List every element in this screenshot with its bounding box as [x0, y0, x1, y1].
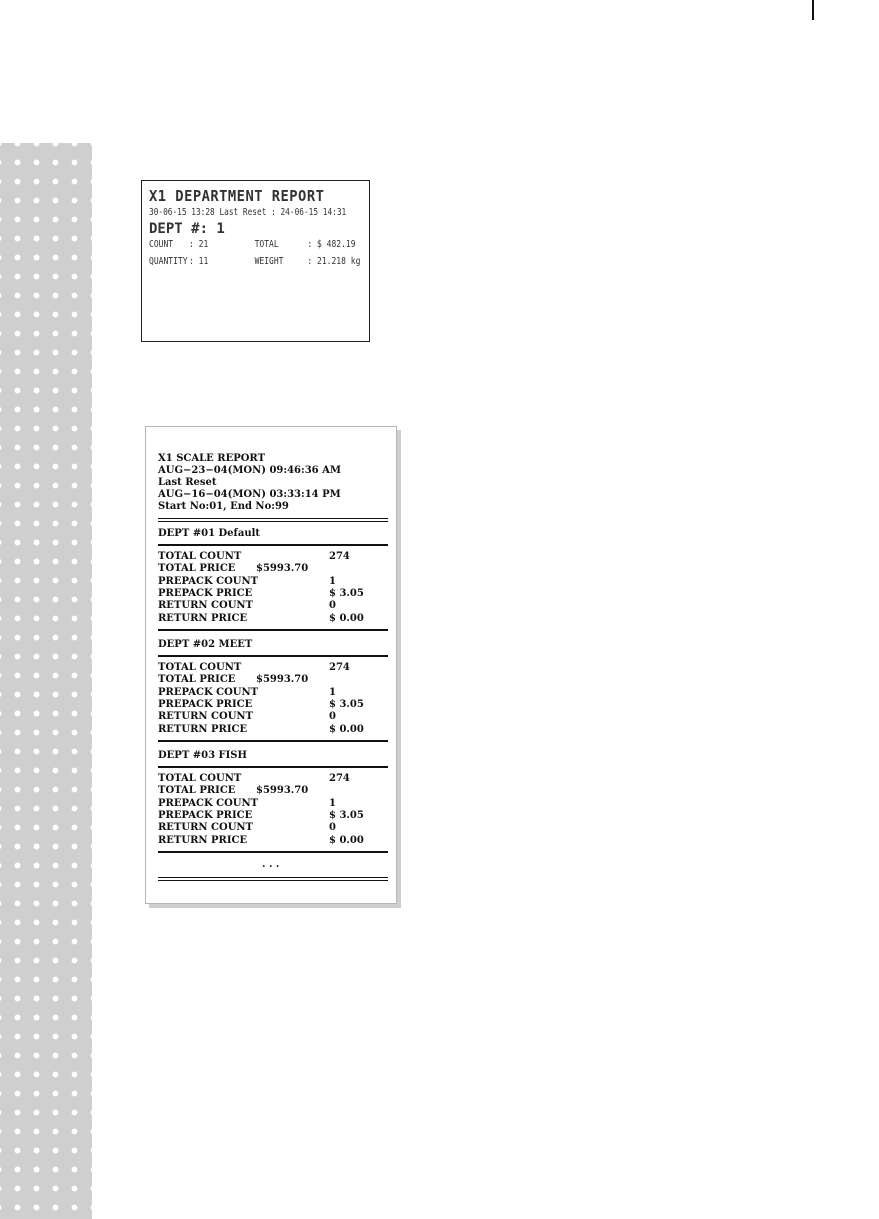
- stat-value: 0: [329, 822, 336, 834]
- dashed-rule: [158, 655, 388, 657]
- corner-crop-mark: [812, 0, 814, 20]
- double-rule: [158, 518, 388, 522]
- row-value: : 21: [189, 239, 209, 250]
- continuation-ellipsis: . . .: [262, 859, 280, 870]
- stat-value: 1: [329, 575, 336, 587]
- dotted-side-strip: [0, 143, 92, 1219]
- stat-label: TOTAL PRICE: [158, 785, 236, 797]
- dashed-rule: [158, 851, 388, 853]
- department-report-receipt: [141, 180, 370, 342]
- receipt-dept-number: DEPT #: 1: [149, 221, 225, 237]
- stat-value: 274: [329, 773, 350, 784]
- dept-name: DEPT #01 Default: [158, 528, 261, 539]
- row-label-2: WEIGHT: [254, 256, 284, 267]
- stat-label: RETURN COUNT: [158, 711, 253, 723]
- stat-value: 1: [329, 686, 336, 698]
- stat-label: PREPACK COUNT: [158, 575, 259, 587]
- stat-label: PREPACK COUNT: [158, 686, 259, 698]
- stat-value: $ 0.00: [329, 723, 364, 735]
- stat-value: $ 3.05: [329, 698, 364, 710]
- dept-name: DEPT #03 FISH: [158, 750, 247, 761]
- stat-value: $ 3.05: [329, 587, 364, 599]
- dashed-rule: [158, 629, 388, 631]
- stat-value: $ 3.05: [329, 809, 364, 821]
- stat-label: TOTAL PRICE: [158, 674, 236, 686]
- stat-value: $ 0.00: [329, 612, 364, 624]
- stat-label: PREPACK PRICE: [158, 809, 253, 821]
- stat-label: RETURN COUNT: [158, 822, 253, 834]
- receipt-title: X1 DEPARTMENT REPORT: [149, 187, 325, 205]
- row-value-2: : 21.218 kg: [307, 256, 361, 267]
- stat-value: $5993.70: [256, 563, 309, 575]
- stat-label: RETURN PRICE: [158, 612, 248, 624]
- stat-label: TOTAL COUNT: [158, 773, 242, 784]
- stat-value: 0: [329, 600, 336, 612]
- stat-label: RETURN PRICE: [158, 723, 248, 735]
- start-end-number: Start No:01, End No:99: [158, 501, 289, 512]
- stat-label: PREPACK PRICE: [158, 698, 253, 710]
- last-reset-date: AUG−16−04(MON) 03:33:14 PM: [158, 489, 341, 500]
- row-label: COUNT: [149, 239, 174, 250]
- stat-label: RETURN COUNT: [158, 600, 253, 612]
- row-value: : 11: [189, 256, 209, 267]
- stat-value: $ 0.00: [329, 834, 364, 846]
- dashed-rule: [158, 544, 388, 546]
- dashed-rule: [158, 766, 388, 768]
- last-reset-label: Last Reset: [158, 477, 217, 488]
- stat-value: 274: [329, 551, 350, 562]
- receipt-date-line: 30-06-15 13:28 Last Reset : 24-06-15 14:31: [149, 207, 347, 218]
- dept-name: DEPT #02 MEET: [158, 639, 253, 650]
- stat-value: $5993.70: [256, 674, 309, 686]
- stat-label: PREPACK PRICE: [158, 587, 253, 599]
- report-date: AUG−23−04(MON) 09:46:36 AM: [158, 465, 341, 476]
- double-rule-bottom: [158, 877, 388, 881]
- scale-report-receipt: [145, 426, 397, 904]
- stat-value: 1: [329, 797, 336, 809]
- stat-label: RETURN PRICE: [158, 834, 248, 846]
- stat-value: 0: [329, 711, 336, 723]
- dashed-rule: [158, 740, 388, 742]
- stat-value: 274: [329, 662, 350, 673]
- row-label-2: TOTAL: [254, 239, 279, 250]
- stat-label: PREPACK COUNT: [158, 797, 259, 809]
- stat-label: TOTAL COUNT: [158, 551, 242, 562]
- stat-label: TOTAL COUNT: [158, 662, 242, 673]
- report-title: X1 SCALE REPORT: [158, 453, 266, 464]
- row-value-2: : $ 482.19: [307, 239, 356, 250]
- stat-label: TOTAL PRICE: [158, 563, 236, 575]
- row-label: QUANTITY: [149, 256, 188, 267]
- stat-value: $5993.70: [256, 785, 309, 797]
